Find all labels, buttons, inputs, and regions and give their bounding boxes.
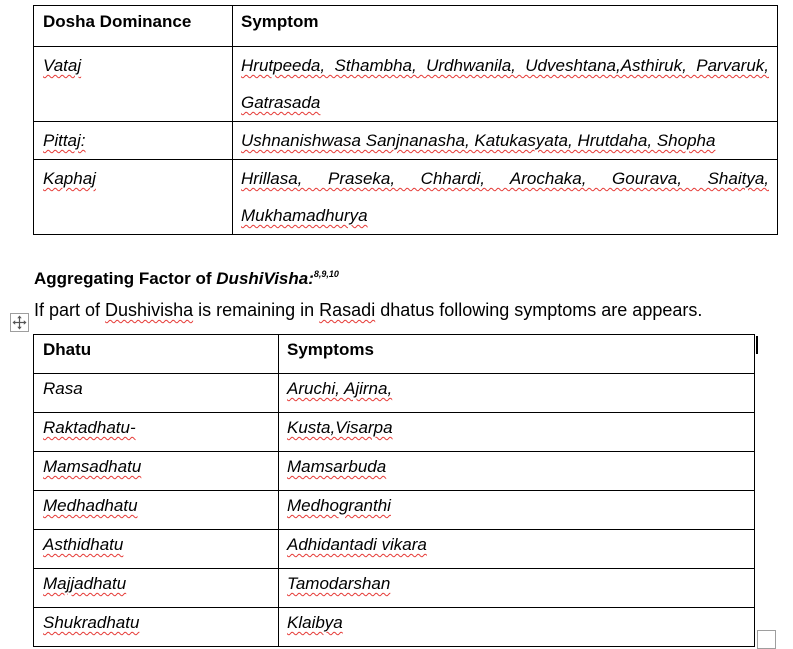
paragraph-term: Rasadi [319,300,376,320]
table-row [34,452,755,491]
header-dosha-dominance[interactable]: Dosha Dominance [34,6,233,47]
table-row [34,608,755,647]
paragraph-term: Dushivisha [105,300,194,320]
table-row [34,47,778,122]
symptom-cell[interactable] [279,608,755,647]
dhatu-text: Rasa [43,379,83,398]
dosha-text: Kaphaj [43,169,96,188]
paragraph-text: dhatus following symptoms are appears. [375,300,703,320]
table-row [34,122,778,160]
table-row [34,160,778,235]
dhatu-cell[interactable] [34,452,279,491]
symptom-text: Hrutpeeda, Sthambha, Urdhwanila, Udveshtana,Asthiruk, Parvaruk, Gatrasada [241,56,769,112]
dhatu-symptoms-table [33,334,755,647]
symptom-text: Tamodarshan [287,574,391,593]
symptom-text: Ushnanishwasa Sanjnanasha, Katukasyata, Hrutdaha, Shopha [241,131,716,150]
dhatu-text: Mamsadhatu [43,457,142,476]
symptom-cell[interactable] [279,374,755,413]
dosha-cell[interactable] [34,47,233,122]
section-heading [34,262,339,291]
heading-emphasis: DushiVisha: [216,269,314,288]
paragraph-text: If part of [34,300,106,320]
dhatu-text: Majjadhatu [43,574,127,593]
symptom-cell[interactable] [279,452,755,491]
dhatu-text: Shukradhatu [43,613,140,632]
table-row [34,530,755,569]
table-row [34,374,755,413]
header-dhatu[interactable]: Dhatu [34,335,279,374]
symptom-text: Aruchi, Ajirna, [287,379,393,398]
dhatu-cell[interactable] [34,491,279,530]
table-row [34,491,755,530]
dhatu-cell[interactable] [34,374,279,413]
table-resize-icon[interactable] [757,630,776,649]
dhatu-cell[interactable] [34,569,279,608]
symptom-cell[interactable] [279,530,755,569]
symptom-cell[interactable] [233,47,778,122]
dhatu-cell[interactable] [34,608,279,647]
symptom-text: Mamsarbuda [287,457,387,476]
symptom-cell[interactable] [279,413,755,452]
heading-reference: 8,9,10 [313,269,339,279]
dhatu-cell[interactable] [34,413,279,452]
symptom-cell[interactable] [279,569,755,608]
symptom-text: Adhidantadi vikara [287,535,427,554]
header-symptom[interactable]: Symptom [233,6,778,47]
symptom-text: Hrillasa, Praseka, Chhardi, Arochaka, Gourava, Shaitya, Mukhamadhurya [241,169,769,225]
dosha-symptom-table [33,5,778,235]
symptom-text: Klaibya [287,613,343,632]
header-symptoms[interactable]: Symptoms [279,335,755,374]
dosha-cell[interactable] [34,160,233,235]
dhatu-text: Raktadhatu- [43,418,136,437]
table-header-row [34,335,755,374]
table-row [34,413,755,452]
symptom-text: Kusta,Visarpa [287,418,393,437]
table-header-row [34,6,778,47]
symptom-cell[interactable] [279,491,755,530]
dhatu-text: Medhadhatu [43,496,138,515]
dosha-cell[interactable] [34,122,233,160]
dhatu-cell[interactable] [34,530,279,569]
dosha-text: Vataj [43,56,82,75]
body-paragraph [34,298,702,322]
heading-prefix: Aggregating Factor of [34,269,217,288]
text-cursor [756,336,758,354]
dosha-text: Pittaj: [43,131,86,150]
move-arrows-icon [12,315,27,330]
table-move-icon[interactable] [10,313,29,332]
paragraph-text: is remaining in [193,300,320,320]
table-row [34,569,755,608]
symptom-cell[interactable] [233,160,778,235]
dhatu-text: Asthidhatu [43,535,124,554]
symptom-cell[interactable] [233,122,778,160]
symptom-text: Medhogranthi [287,496,391,515]
